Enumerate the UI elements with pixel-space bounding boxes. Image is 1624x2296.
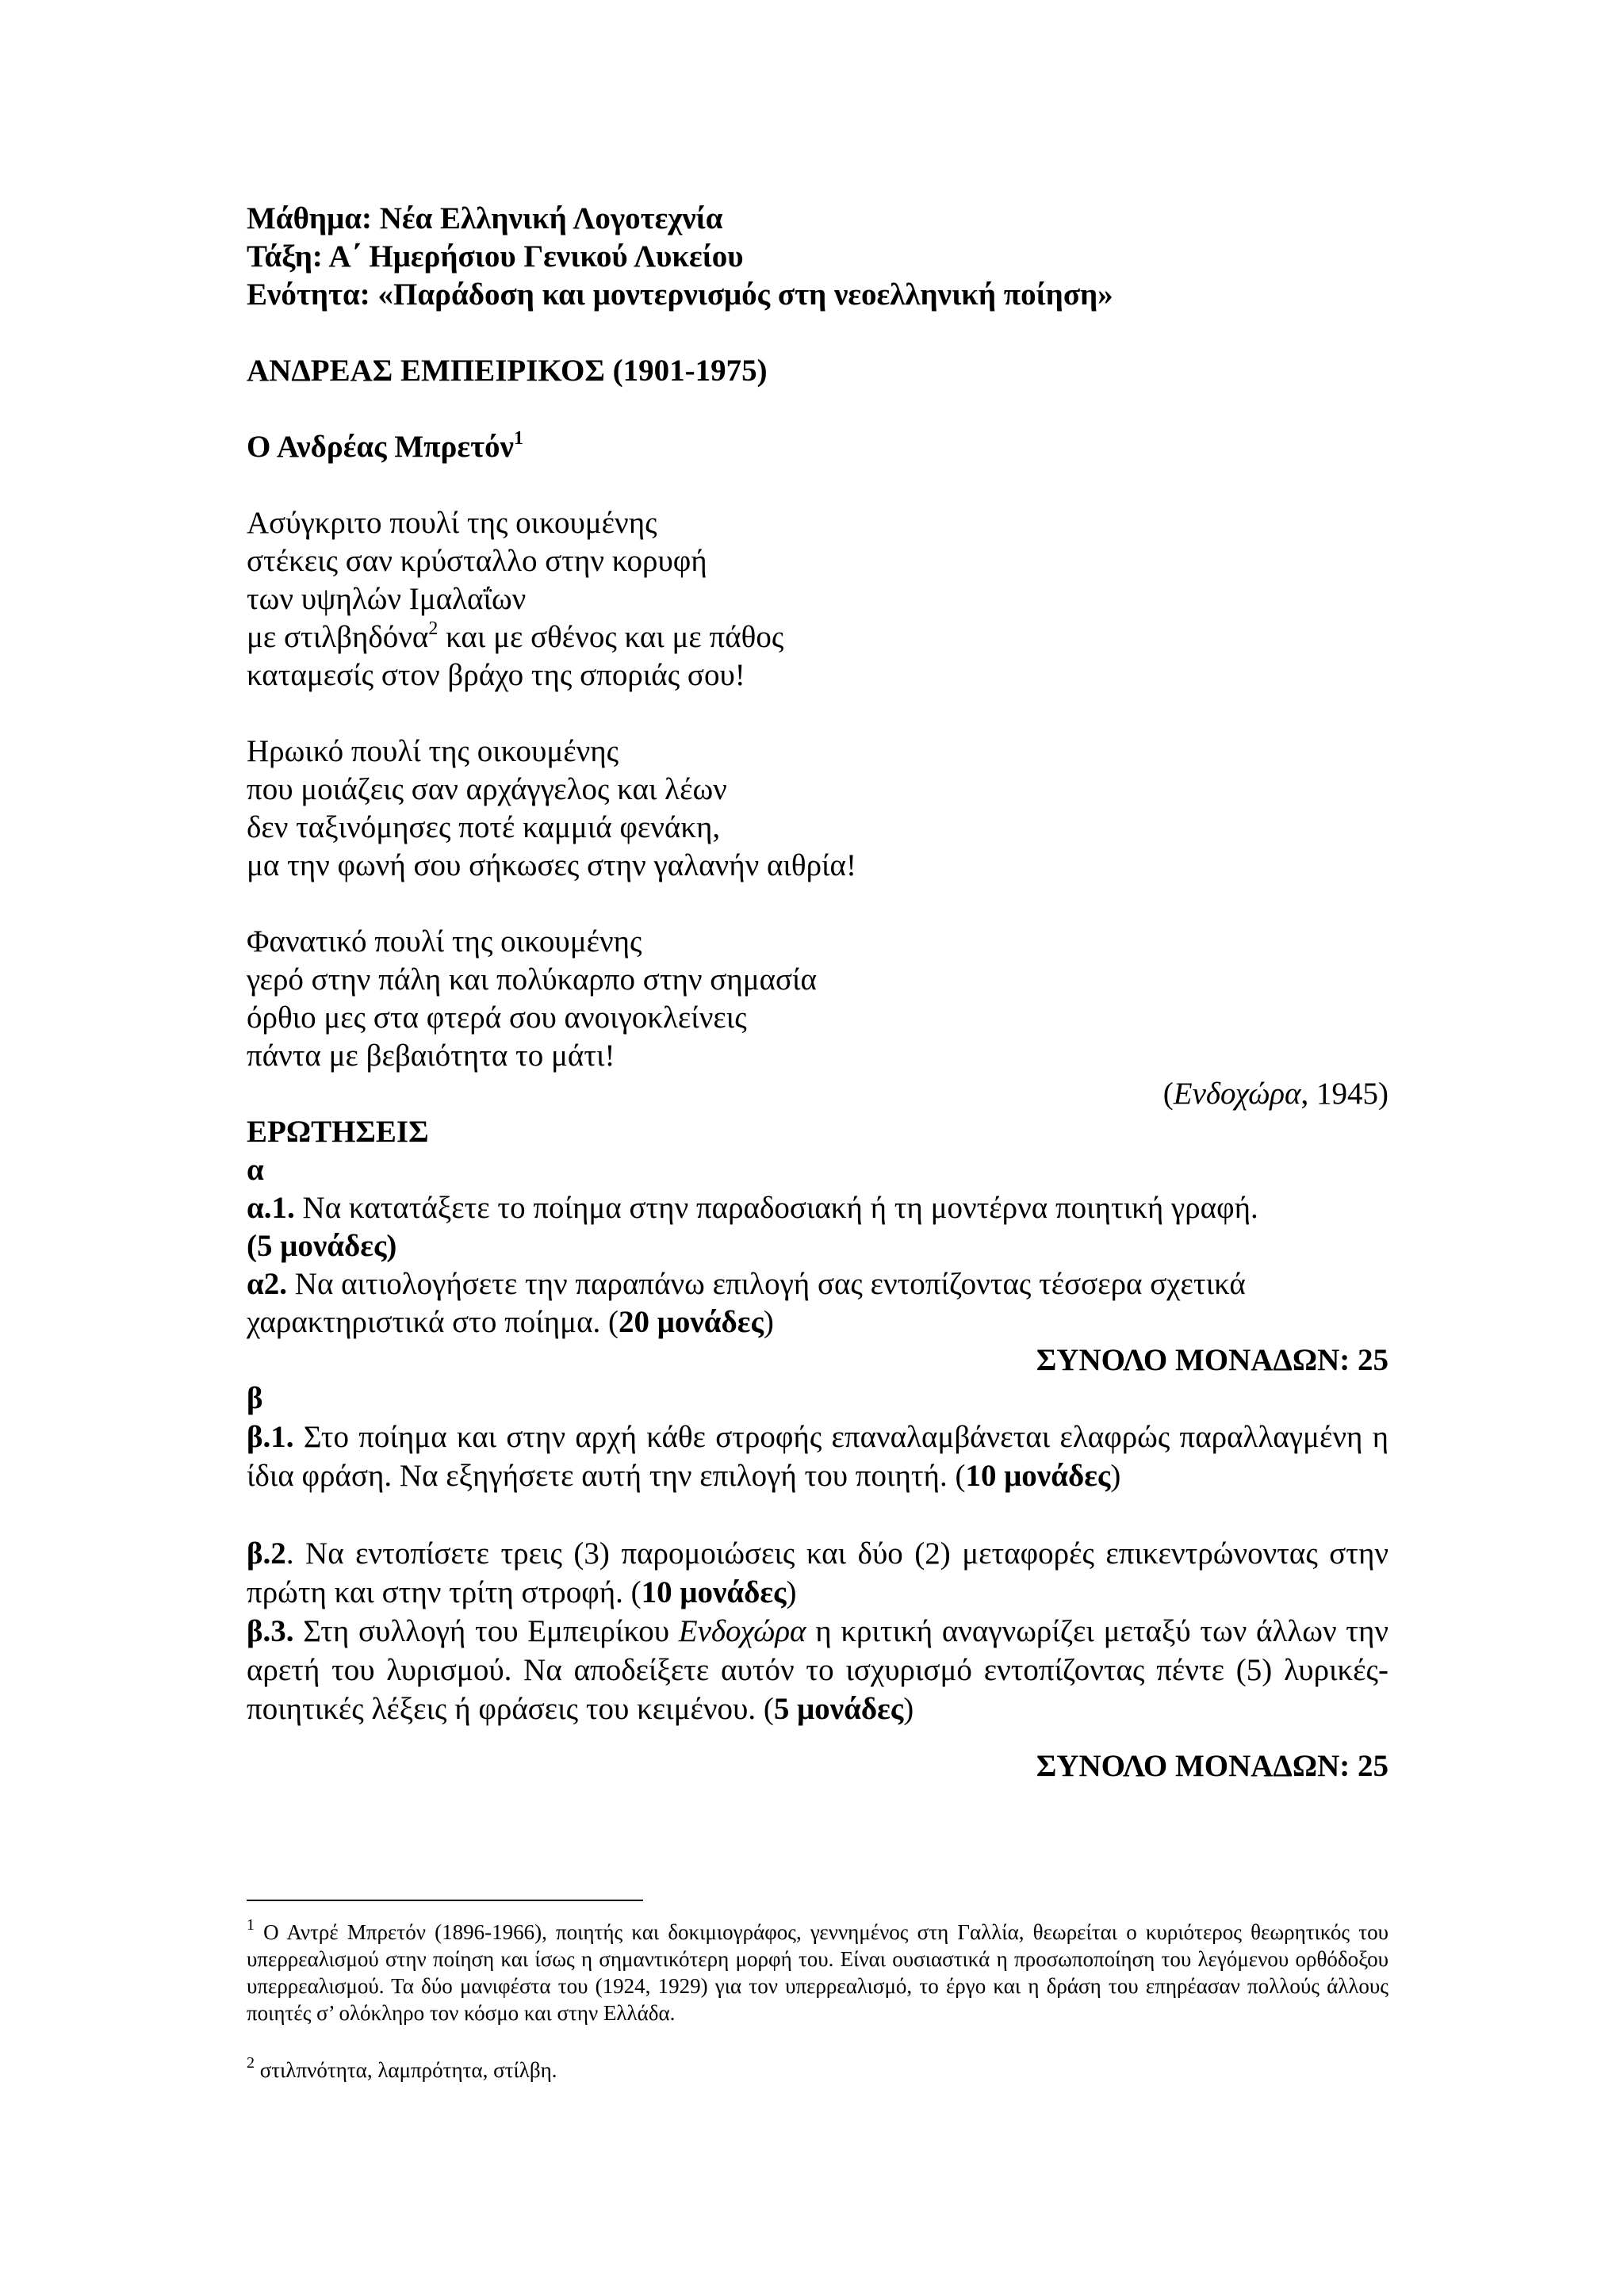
poem-line [247,618,783,656]
question-text: ) [763,1305,774,1339]
poem-line: δεν ταξινόμησες ποτέ καμμιά φενάκη, [247,810,721,844]
poem-line: γερό στην πάλη και πολύκαρπο στην σημασία [247,962,817,997]
question-text: Να κατατάξετε το ποίημα στην παραδοσιακή ή τη μοντέρνα ποιητική γραφή. [294,1191,1258,1225]
poem-title-text: Ο Ανδρέας Μπρετόν [247,430,514,464]
question-a1-points: (5 μονάδες) [247,1229,397,1263]
poem-line: των υψηλών Ιμαλαΐων [247,582,527,616]
question-points: 5 μονάδες [773,1692,904,1726]
question-text: η κριτική αναγνωρίζει μεταξύ των άλλων την αρετή του λυρισμού. Να αποδείξετε αυτόν το ισχυρισμό εντοπίζοντας πέντε (5) λυρικές-ποιητικές λέξεις ή φράσεις του κειμένου. ( [247,1614,1389,1726]
poem-title [247,428,523,466]
part-b-total: ΣΥΝΟΛΟ ΜΟΝΑΔΩΝ: 25 [1036,1749,1388,1783]
poem-line: μα την φωνή σου σήκωσες στην γαλανήν αιθρία! [247,848,856,882]
footnote-text: στιλπνότητα, λαμπρότητα, στίλβη. [255,2058,557,2082]
poem-line: καταμεσίς στον βράχο της σποριάς σου! [247,658,745,692]
footnote-marker: 2 [247,2054,255,2072]
poem-line: στέκεις σαν κρύσταλλο στην κορυφή [247,544,707,578]
poem-source [1163,1075,1388,1113]
question-text: ) [786,1575,797,1609]
footnote-text: Ο Αντρέ Μπρετόν (1896-1966), ποιητής και δοκιμιογράφος, γεννημένος στη Γαλλία, θεωρείται ο κυριότερος θεωρητικός του υπερρεαλισμού στην ποίηση και ίσως η σημαντικότερη μορφή του. Είναι ουσιαστικά η προσωποποίηση του λεγόμενου ορθόδοξου υπερρεαλισμού. Τα δύο μανιφέστα του (1924, 1929) για τον υπερρεαλισμό, το έργο και η δράση του επηρέασαν πολλούς άλλους ποιητές σ’ ολόκληρο τον κόσμο και στην Ελλάδα. [247,1920,1388,2025]
poem-line: όρθιο μες στα φτερά σου ανοιγοκλείνεις [247,1001,747,1035]
question-b3 [247,1612,1388,1728]
part-a-total: ΣΥΝΟΛΟ ΜΟΝΑΔΩΝ: 25 [1036,1343,1388,1377]
footnote-ref-2: 2 [428,618,439,639]
unit-heading: Ενότητα: «Παράδοση και μοντερνισμός στη νεοελληνική ποίηση» [247,277,1113,312]
course-heading: Μάθημα: Νέα Ελληνική Λογοτεχνία [247,201,723,235]
poem-line: Ηρωικό πουλί της οικουμένης [247,734,619,768]
footnote-2 [247,2054,1388,2084]
question-text: Να αιτιολογήσετε την παραπάνω επιλογή σας εντοπίζοντας τέσσερα σχετικά [287,1267,1246,1301]
question-book-title: Ενδοχώρα [678,1614,806,1648]
question-points: 10 μονάδες [965,1459,1111,1493]
footnote-separator [247,1900,643,1901]
poem-line: που μοιάζεις σαν αρχάγγελος και λέων [247,772,727,806]
class-heading: Τάξη: Α΄ Ημερήσιου Γενικού Λυκείου [247,239,744,274]
question-b2 [247,1534,1388,1612]
source-part: ( [1162,1077,1174,1111]
question-points: 10 μονάδες [641,1575,787,1609]
question-b1 [247,1418,1388,1495]
question-text: ) [903,1692,914,1726]
part-a-label: α [247,1153,264,1187]
footnote-marker: 1 [247,1916,255,1934]
question-number: α2. [247,1267,288,1301]
question-text: χαρακτηριστικά στο ποίημα. ( [247,1305,619,1339]
question-a1 [247,1189,1258,1227]
part-b-label: β [247,1381,263,1415]
footnote-1 [247,1916,1388,2026]
questions-heading: ΕΡΩΤΗΣΕΙΣ [247,1115,429,1149]
poem-line-part: με στιλβηδόνα [247,620,429,654]
source-part: , 1945) [1300,1077,1388,1111]
poet-heading: ΑΝΔΡΕΑΣ ΕΜΠΕΙΡΙΚΟΣ (1901-1975) [247,354,768,388]
question-number: α.1. [247,1191,295,1225]
poem-line-part: και με σθένος και με πάθος [438,620,784,654]
source-book: Ενδοχώρα [1173,1077,1301,1111]
question-number: β.1. [247,1420,294,1454]
question-text: ) [1110,1459,1121,1493]
question-text: Στο ποίημα και στην αρχή κάθε στροφής επαναλαμβάνεται ελαφρώς παραλλαγμένη η ίδια φράση. Να εξηγήσετε αυτή την επιλογή του ποιητή. ( [247,1420,1388,1493]
question-number: β.3. [247,1614,294,1648]
question-text: . Να εντοπίσετε τρεις (3) παρομοιώσεις και δύο (2) μεταφορές επικεντρώνοντας στην πρώτη και στην τρίτη στροφή. ( [247,1536,1388,1609]
question-points: 20 μονάδες [619,1305,764,1339]
question-a2-cont [247,1303,774,1341]
poem-line: πάντα με βεβαιότητα το μάτι! [247,1039,615,1073]
question-text: Στη συλλογή του Εμπειρίκου [293,1614,679,1648]
question-number: β.2 [247,1536,286,1571]
question-a2 [247,1265,1246,1303]
poem-line: Ασύγκριτο πουλί της οικουμένης [247,506,657,540]
footnote-ref-1: 1 [513,428,523,449]
poem-line: Φανατικό πουλί της οικουμένης [247,924,642,959]
